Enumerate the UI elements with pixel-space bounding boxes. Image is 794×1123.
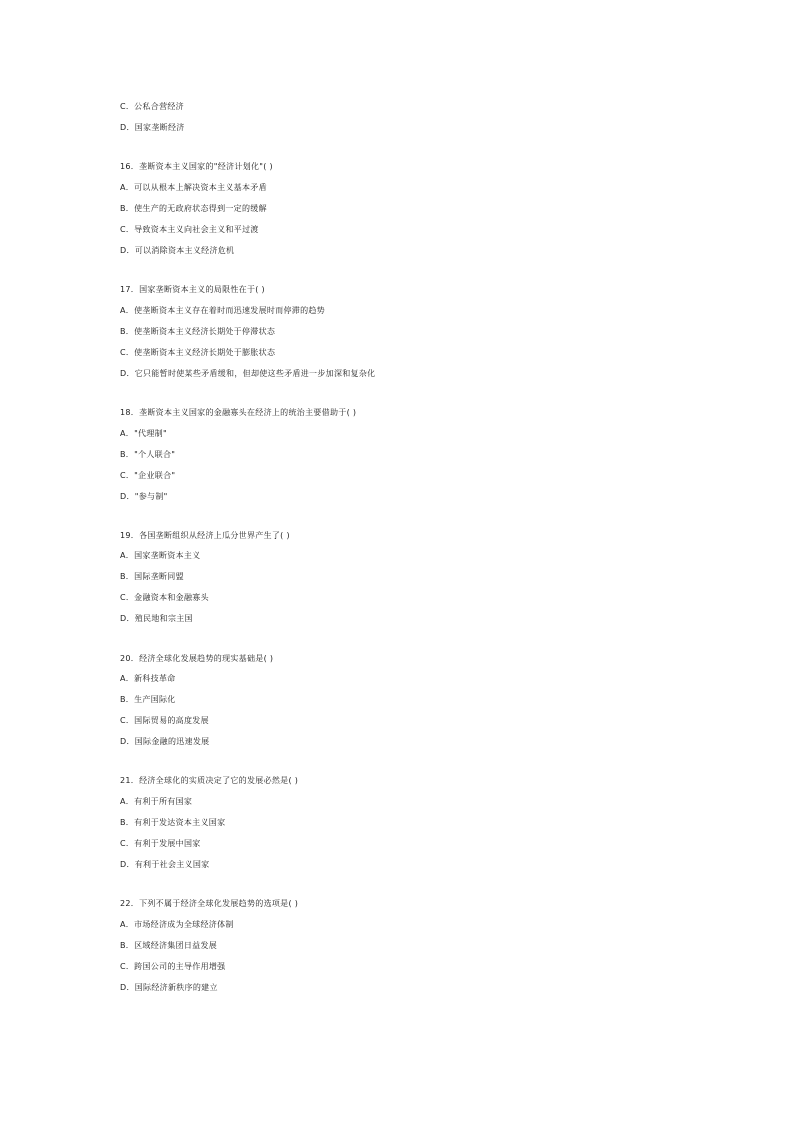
question-17-stem: 17．国家垄断资本主义的局限性在于( )	[120, 285, 265, 294]
question-17-option-c: C．使垄断资本主义经济长期处于膨胀状态	[120, 348, 276, 357]
question-21-option-a: A．有利于所有国家	[120, 797, 193, 806]
question-21-option-b: B．有利于发达资本主义国家	[120, 818, 226, 827]
question-19-stem: 19．各国垄断组织从经济上瓜分世界产生了( )	[120, 531, 290, 540]
question-20-option-c: C．国际贸易的高度发展	[120, 716, 209, 725]
question-17-option-a: A．使垄断资本主义存在着时而迅速发展时而停滞的趋势	[120, 306, 325, 315]
question-19-option-a: A．国家垄断资本主义	[120, 551, 201, 560]
question-18-option-c: C．"企业联合"	[120, 471, 176, 480]
question-20-option-d: D．国际金融的迅速发展	[120, 737, 210, 746]
question-16-option-c: C．导致资本主义向社会主义和平过渡	[120, 225, 259, 234]
question-18-option-b: B．"个人联合"	[120, 450, 176, 459]
question-22-option-c: C．跨国公司的主导作用增强	[120, 962, 226, 971]
question-21-option-c: C．有利于发展中国家	[120, 839, 201, 848]
question-16-option-d: D．可以消除资本主义经济危机	[120, 246, 235, 255]
question-21-option-d: D．有利于社会主义国家	[120, 860, 210, 869]
question-17-option-b: B．使垄断资本主义经济长期处于停滞状态	[120, 327, 276, 336]
question-17-option-d: D．它只能暂时使某些矛盾缓和，但却使这些矛盾进一步加深和复杂化	[120, 369, 376, 378]
question-19-option-b: B．国际垄断同盟	[120, 572, 184, 581]
question-16-stem: 16．垄断资本主义国家的"经济计划化"( )	[120, 162, 273, 171]
question-19-option-c: C．金融资本和金融寡头	[120, 593, 209, 602]
question-21-stem: 21．经济全球化的实质决定了它的发展必然是( )	[120, 776, 299, 785]
question-22-option-d: D．国际经济新秩序的建立	[120, 983, 218, 992]
question-22-option-a: A．市场经济成为全球经济体制	[120, 920, 234, 929]
question-20-stem: 20．经济全球化发展趋势的现实基础是( )	[120, 654, 274, 663]
question-19-option-d: D．殖民地和宗主国	[120, 614, 193, 623]
question-18-option-a: A．"代理制"	[120, 429, 167, 438]
option-d-prev: D．国家垄断经济	[120, 123, 185, 132]
question-16-option-a: A．可以从根本上解决资本主义基本矛盾	[120, 183, 267, 192]
question-20-option-b: B．生产国际化	[120, 695, 176, 704]
question-20-option-a: A．新科技革命	[120, 674, 176, 683]
question-18-option-d: D．"参与制"	[120, 492, 168, 501]
option-c-prev: C．公私合营经济	[120, 102, 184, 111]
question-16-option-b: B．使生产的无政府状态得到一定的缓解	[120, 204, 267, 213]
question-22-stem: 22．下列不属于经济全球化发展趋势的选项是( )	[120, 899, 299, 908]
question-22-option-b: B．区域经济集团日益发展	[120, 941, 218, 950]
question-18-stem: 18．垄断资本主义国家的金融寡头在经济上的统治主要借助于( )	[120, 408, 357, 417]
